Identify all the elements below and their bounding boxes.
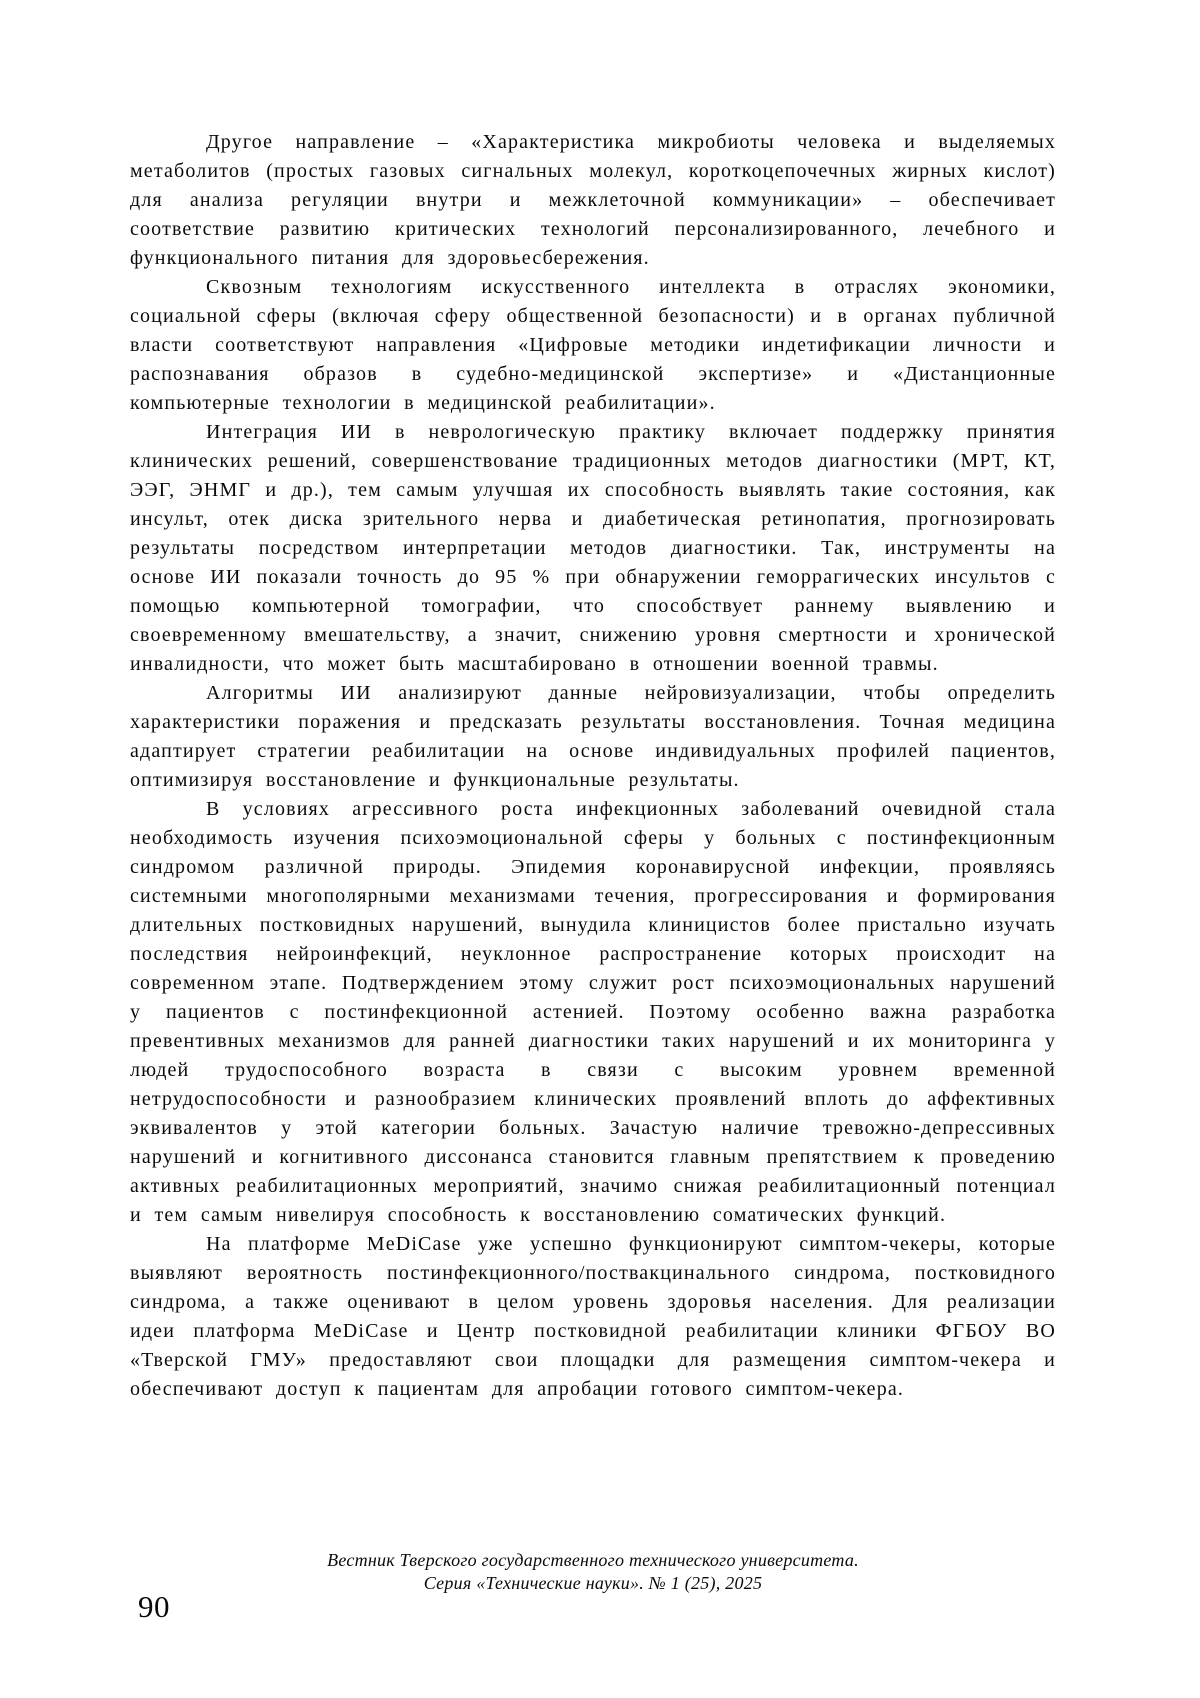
body-paragraph: Интеграция ИИ в неврологическую практику включает поддержку принятия клинических решений, совершенствование традиционных методов диагностики (МРТ, КТ, ЭЭГ, ЭНМГ и др.), тем самым улучшая их способность выявлять такие состояния, как инсульт, отек диска зрительного нерва и диабетическая ретинопатия, прогнозировать результаты посредством интерпретации методов диагностики. Так, инструменты на основе ИИ показали точность до 95 % при обнаружении геморрагических инсультов с помощью компьютерной томографии, что способствует раннему выявлению и своевременному вмешательству, а значит, снижению уровня смертности и хронической инвалидности, что может быть масштабировано в отношении военной травмы. [130, 421, 1056, 675]
article-body [130, 128, 1056, 1404]
page-footer [130, 1549, 1056, 1595]
body-paragraph: Другое направление – «Характеристика микробиоты человека и выделяемых метаболитов (простых газовых сигнальных молекул, короткоцепочечных жирных кислот) для анализа регуляции внутри и межклеточной коммуникации» – обеспечивает соответствие развитию критических технологий персонализированного, лечебного и функционального питания для здоровьесбережения. [130, 131, 1056, 269]
page-number: 90 [138, 1589, 170, 1624]
body-paragraph: В условиях агрессивного роста инфекционных заболеваний очевидной стала необходимость изучения психоэмоциональной сферы у больных с постинфекционным синдромом различной природы. Эпидемия коронавирусной инфекции, проявляясь системными многополярными механизмами течения, прогрессирования и формирования длительных постковидных нарушений, вынудила клиницистов более пристально изучать последствия нейроинфекций, неуклонное распространение которых происходит на современном этапе. Подтверждением этому служит рост психоэмоциональных нарушений у пациентов с постинфекционной астенией. Поэтому особенно важна разработка превентивных механизмов для ранней диагностики таких нарушений и их мониторинга у людей трудоспособного возраста в связи с высоким уровнем временной нетрудоспособности и разнообразием клинических проявлений вплоть до аффективных эквивалентов у этой категории больных. Зачастую наличие тревожно-депрессивных нарушений и когнитивного диссонанса становится главным препятствием к проведению активных реабилитационных мероприятий, значимо снижая реабилитационный потенциал и тем самым нивелируя способность к восстановлению соматических функций. [130, 798, 1056, 1226]
footer-series-issue: Серия «Технические науки». № 1 (25), 2025 [423, 1573, 763, 1593]
body-paragraph: Сквозным технологиям искусственного интеллекта в отраслях экономики, социальной сферы (включая сферу общественной безопасности) и в органах публичной власти соответствуют направления «Цифровые методики индетификации личности и распознавания образов в судебно-медицинской экспертизе» и «Дистанционные компьютерные технологии в медицинской реабилитации». [130, 276, 1056, 414]
body-paragraph: Алгоритмы ИИ анализируют данные нейровизуализации, чтобы определить характеристики поражения и предсказать результаты восстановления. Точная медицина адаптирует стратегии реабилитации на основе индивидуальных профилей пациентов, оптимизируя восстановление и функциональные результаты. [130, 682, 1056, 791]
body-paragraph: На платформе MeDiCase уже успешно функционируют симптом-чекеры, которые выявляют вероятность постинфекционного/поствакцинального синдрома, постковидного синдрома, а также оценивают в целом уровень здоровья населения. Для реализации идеи платформа MeDiCase и Центр постковидной реабилитации клиники ФГБОУ ВО «Тверской ГМУ» предоставляют свои площадки для размещения симптом-чекера и обеспечивают доступ к пациентам для апробации готового симптом-чекера. [130, 1233, 1056, 1400]
footer-journal-title: Вестник Тверского государственного технического университета. [327, 1550, 859, 1570]
